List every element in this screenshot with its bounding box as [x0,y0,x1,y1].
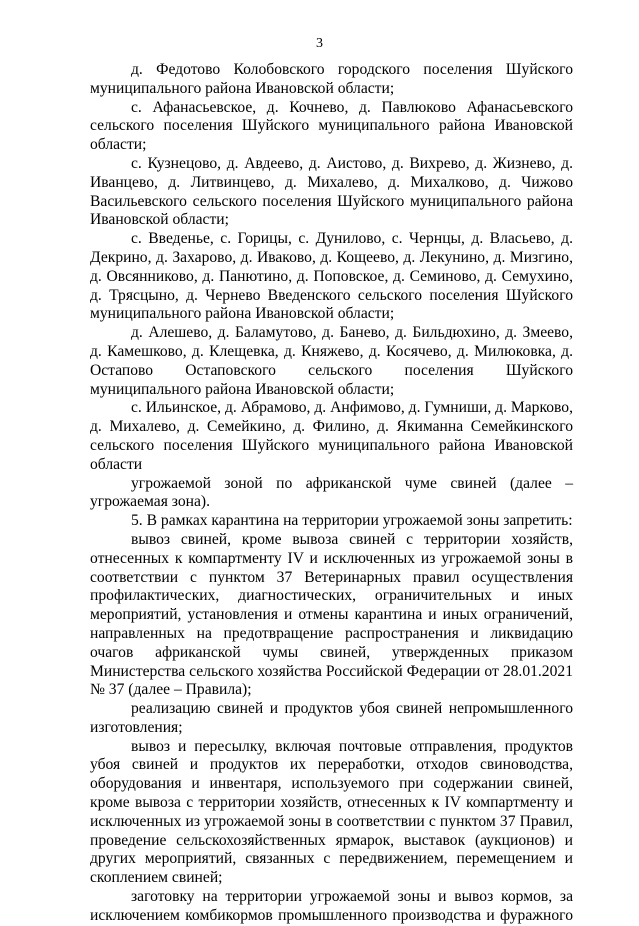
paragraph-threatened-zone: угрожаемой зоной по африканской чуме свиней (далее – угрожаемая зона). [90,474,573,511]
document-body [90,61,573,926]
paragraph-shipping: вывоз и пересылку, включая почтовые отправления, продуктов убоя свиней и продуктов их переработки, отходов свиноводства, оборудования и инвентаря, используемого при содержании свиней, кроме вывоза с территории хозяйств, отнесенных к IV компартменту и исключенных из угрожаемой зоны в соответствии с пунктом 37 Правил, проведение сельскохозяйственных ярмарок, выставок (аукционов) и других мероприятий, связанных с передвижением, перемещением и скоплением свиней; [90,737,573,887]
paragraph-fedotovo: д. Федотово Колобовского городского поселения Шуйского муниципального района Ивановской области; [90,61,573,97]
paragraph-vvedenye: с. Введенье, с. Горицы, с. Дунилово, с. Чернцы, д. Власьево, д. Декрино, д. Захарово, д. Иваково, д. Кощеево, д. Лекунино, д. Мизгино, д. Овсянниково, д. Панютино, д. Поповское, д. Семиново, д. Семухино, д. Трясцыно, д. Чернево Введенского сельского поселения Шуйского муниципального района Ивановской области; [90,230,573,323]
paragraph-ilyinskoe: с. Ильинское, д. Абрамово, д. Анфимово, д. Гумниши, д. Марково, д. Михалево, д. Семейкино, д. Филино, д. Якиманна Семейкинского сельского поселения Шуйского муниципального района Ивановской области [90,399,573,473]
paragraph-feed: заготовку на территории угрожаемой зоны и вывоз кормов, за исключением комбикормов промышленного производства и фуражного [90,888,573,924]
paragraph-item-5: 5. В рамках карантина на территории угрожаемой зоны запретить: [131,512,573,530]
paragraph-sale: реализацию свиней и продуктов убоя свиней непромышленного изготовления; [90,700,573,736]
paragraph-pig-export: вывоз свиней, кроме вывоза свиней с территории хозяйств, отнесенных к компартменту IV и исключенных из угрожаемой зоны в соответствии с пунктом 37 Ветеринарных правил осуществления профилактических, диагностических, ограничительных и иных мероприятий, установления и отмены карантина и иных ограничений, направленных на предотвращение распространения и ликвидацию очагов африканской чумы свиней, утвержденных приказом Министерства сельского хозяйства Российской Федерации от 28.01.2021 № 37 (далее – Правила); [90,530,573,699]
paragraph-aleshevo: д. Алешево, д. Баламутово, д. Банево, д. Бильдюхино, д. Змеево, д. Камешково, д. Клещевка, д. Княжево, д. Косячево, д. Милюковка, д. Остапово Остаповского сельского поселения Шуйского муниципального района Ивановской области; [90,324,573,398]
page-number: 3 [316,36,323,51]
paragraph-kuznetsovo: с. Кузнецово, д. Авдеево, д. Аистово, д. Вихрево, д. Жизнево, д. Иванцево, д. Литвинцево, д. Михалево, д. Михалково, д. Чижово Васильевского сельского поселения Шуйского муниципального района Ивановской области; [90,154,573,229]
paragraph-afanasyevskoe: с. Афанасьевское, д. Кочнево, д. Павлюково Афанасьевского сельского поселения Шуйского муниципального района Ивановской области; [90,98,573,154]
